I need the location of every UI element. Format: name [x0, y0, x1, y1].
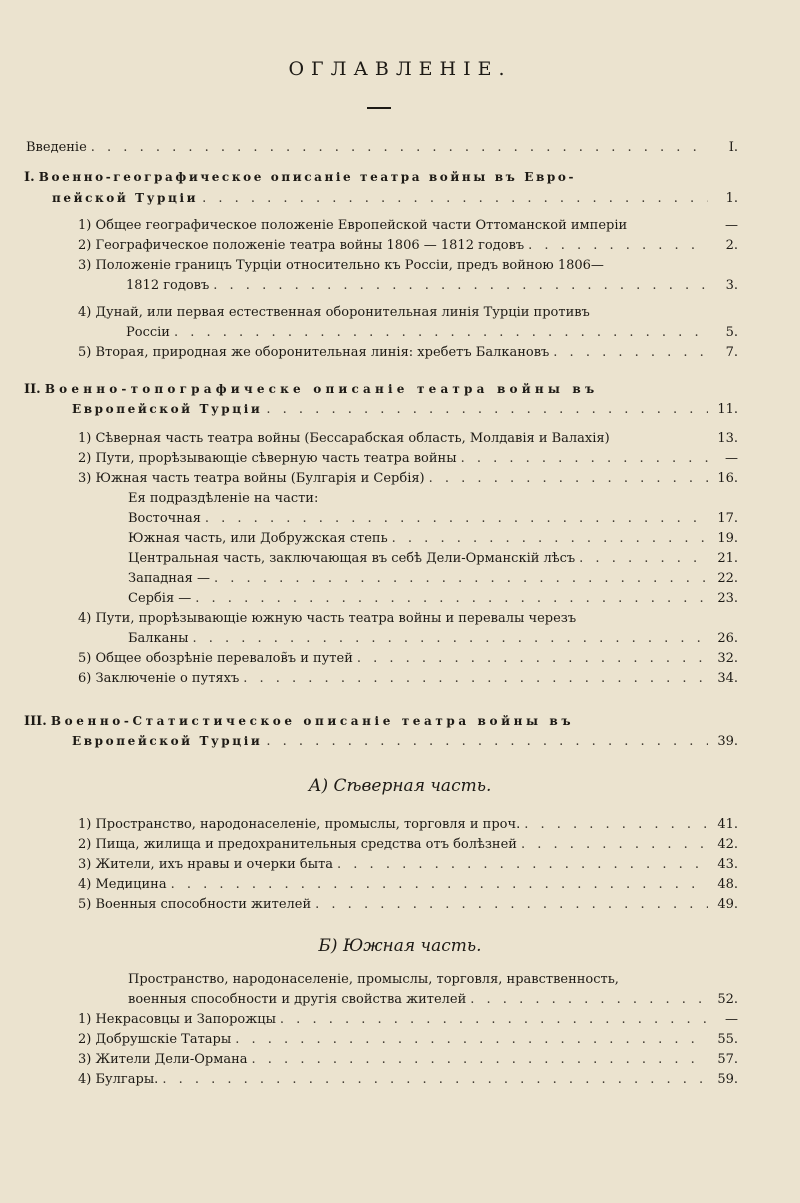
entry-page: —: [725, 218, 738, 233]
dot-leader: [195, 590, 708, 608]
entry-text: 2) Добрушскіе Татары: [78, 1032, 232, 1047]
entry-text: 3) Жители, ихъ нравы и очерки быта: [78, 857, 334, 872]
section-number: III.: [24, 714, 47, 729]
entry-page: I.: [728, 140, 738, 155]
dot-leader: [266, 733, 708, 751]
toc-entry: [78, 470, 738, 488]
toc-entry: 4) Пути, прорѣзывающіе южную часть театра войны и перевалы черезъ: [78, 611, 577, 626]
entry-page: —: [725, 1012, 738, 1027]
entry-page: 39.: [717, 734, 738, 749]
entry-page: —: [725, 451, 738, 466]
toc-entry-intro: [26, 139, 738, 157]
entry-page: 22.: [717, 571, 738, 586]
entry-text: 1) Пространство, народонаселеніе, промыслы, торговля и проч.: [78, 817, 521, 832]
entry-page: 3.: [725, 278, 738, 293]
toc-entry-section: [72, 400, 738, 419]
entry-text: 3) Южная часть театра войны (Булгарія и Сербія): [78, 471, 425, 486]
toc-entry: [78, 650, 738, 668]
dot-leader: [524, 816, 708, 834]
entry-text: 1812 годовъ: [126, 278, 210, 293]
toc-entry: [128, 510, 738, 528]
part-b-title: Б) Южная часть.: [318, 936, 482, 956]
toc-entry: [128, 550, 738, 568]
dot-leader: [243, 670, 708, 688]
dot-leader: [429, 470, 708, 488]
section-title: Военно-топографическе описаніе театра войны въ: [44, 382, 599, 396]
entry-text: 4) Булгары.: [78, 1072, 159, 1087]
dot-leader: [280, 1011, 708, 1029]
section-heading: [24, 380, 598, 399]
toc-entry-cont: [126, 277, 738, 295]
entry-page: 19.: [717, 531, 738, 546]
dot-leader: [205, 510, 708, 528]
toc-entry: [78, 430, 738, 448]
toc-entry-cont: [128, 991, 738, 1009]
toc-entry: [78, 1011, 738, 1029]
dot-leader: [357, 650, 708, 668]
entry-page: 59.: [717, 1072, 738, 1087]
toc-entry: [78, 670, 738, 688]
entry-text: пейской Турціи: [52, 191, 199, 205]
entry-text: Европейской Турціи: [72, 402, 263, 416]
entry-page: 43.: [717, 857, 738, 872]
entry-page: 23.: [717, 591, 738, 606]
toc-entry: [78, 1031, 738, 1049]
entry-page: 21.: [717, 551, 738, 566]
toc-entry: [78, 876, 738, 894]
dot-leader: [392, 530, 708, 548]
toc-entry: [78, 344, 738, 362]
dot-leader: [214, 570, 708, 588]
entry-text: 5) Общее обозрѣніе перевалов̃ъ и путей: [78, 651, 353, 666]
dot-leader: [266, 401, 708, 419]
section-title: Военно-географическое описаніе театра войны въ Евро-: [38, 170, 577, 184]
entry-text: 3) Жители Дели-Ормана: [78, 1052, 248, 1067]
toc-entry: Пространство, народонаселеніе, промыслы, торговля, нравственность,: [128, 972, 619, 987]
entry-page: 5.: [725, 325, 738, 340]
entry-text: Южная часть, или Добружская степь: [128, 531, 388, 546]
dot-leader: [521, 836, 708, 854]
entry-page: 16.: [717, 471, 738, 486]
entry-page: 42.: [717, 837, 738, 852]
section-number: II.: [24, 382, 41, 397]
entry-page: 11.: [717, 402, 738, 417]
entry-page: 17.: [717, 511, 738, 526]
dot-leader: [91, 139, 708, 157]
entry-page: 41.: [717, 817, 738, 832]
part-a-title: А) Сѣверная часть.: [308, 776, 492, 796]
entry-text: 4) Медицина: [78, 877, 167, 892]
entry-text: Европейской Турціи: [72, 734, 263, 748]
entry-text: 6) Заключеніе о путяхъ: [78, 671, 240, 686]
toc-entry: [78, 896, 738, 914]
toc-entry: 4) Дунай, или первая естественная оборонительная линія Турціи противъ: [78, 305, 590, 320]
toc-entry: [78, 1051, 738, 1069]
toc-entry: [78, 450, 738, 468]
entry-page: 13.: [717, 431, 738, 446]
entry-page: 57.: [717, 1052, 738, 1067]
toc-entry-cont: [126, 324, 738, 342]
dot-leader: [337, 856, 708, 874]
dot-leader: [528, 237, 708, 255]
toc-entry: [128, 530, 738, 548]
dot-leader: [202, 190, 708, 208]
entry-text: 1) Общее географическое положеніе Европейской части Оттоманской имперіи: [78, 218, 628, 233]
section-heading: [24, 712, 574, 731]
title-rule: [367, 107, 391, 109]
section-heading: [24, 168, 576, 187]
entry-text: 5) Вторая, природная же оборонительная линія: хребетъ Балкановъ: [78, 345, 550, 360]
toc-entry: 3) Положеніе границъ Турціи относительно къ Россіи, предъ войною 1806—: [78, 258, 604, 273]
dot-leader: [162, 1071, 708, 1089]
entry-page: 7.: [725, 345, 738, 360]
toc-entry: [78, 856, 738, 874]
section-title: Военно-Статистическое описаніе театра войны въ: [50, 714, 575, 728]
toc-subheading: Ея подраздѣленіе на части:: [128, 491, 319, 506]
entry-page: 48.: [717, 877, 738, 892]
toc-entry: [78, 217, 738, 235]
toc-entry: [78, 237, 738, 255]
entry-text: 1) Некрасовцы и Запорожцы: [78, 1012, 276, 1027]
dot-leader: [470, 991, 708, 1009]
entry-text: Введеніе: [26, 140, 87, 155]
entry-text: 2) Географическое положеніе театра войны 1806 — 1812 годовъ: [78, 238, 525, 253]
toc-entry: [78, 836, 738, 854]
dot-leader: [315, 896, 708, 914]
toc-entry-section: [52, 189, 738, 208]
dot-leader: [252, 1051, 708, 1069]
toc-entry: [128, 570, 738, 588]
entry-text: Сербія —: [128, 591, 192, 606]
section-number: I.: [24, 170, 35, 185]
toc-entry-cont: [128, 630, 738, 648]
toc-entry: [78, 1071, 738, 1089]
entry-page: 52.: [717, 992, 738, 1007]
entry-text: 2) Пища, жилища и предохранительныя средства отъ болѣзней: [78, 837, 517, 852]
page-title: ОГЛАВЛЕНІЕ.: [288, 58, 512, 80]
dot-leader: [461, 450, 708, 468]
entry-page: 1.: [725, 191, 738, 206]
dot-leader: [174, 324, 708, 342]
toc-entry: [128, 590, 738, 608]
entry-text: военныя способности и другія свойства жителей: [128, 992, 467, 1007]
entry-page: 2.: [725, 238, 738, 253]
entry-text: Россіи: [126, 325, 170, 340]
entry-page: 34.: [717, 671, 738, 686]
entry-page: 49.: [717, 897, 738, 912]
dot-leader: [213, 277, 708, 295]
entry-text: 2) Пути, прорѣзывающіе сѣверную часть театра войны: [78, 451, 457, 466]
entry-text: 1) Сѣверная часть театра войны (Бессарабская область, Молдавія и Валахія): [78, 431, 610, 446]
dot-leader: [579, 550, 708, 568]
entry-text: Центральная часть, заключающая въ себѣ Дели-Орманскій лѣсъ: [128, 551, 576, 566]
entry-text: Восточная: [128, 511, 201, 526]
dot-leader: [171, 876, 708, 894]
entry-text: Западная —: [128, 571, 211, 586]
dot-leader: [192, 630, 708, 648]
entry-text: Балканы: [128, 631, 189, 646]
toc-entry: [78, 816, 738, 834]
dot-leader: [553, 344, 708, 362]
entry-text: 5) Военныя способности жителей: [78, 897, 312, 912]
toc-entry-section: [72, 732, 738, 751]
entry-page: 26.: [717, 631, 738, 646]
entry-page: 55.: [717, 1032, 738, 1047]
dot-leader: [235, 1031, 708, 1049]
entry-page: 32.: [717, 651, 738, 666]
